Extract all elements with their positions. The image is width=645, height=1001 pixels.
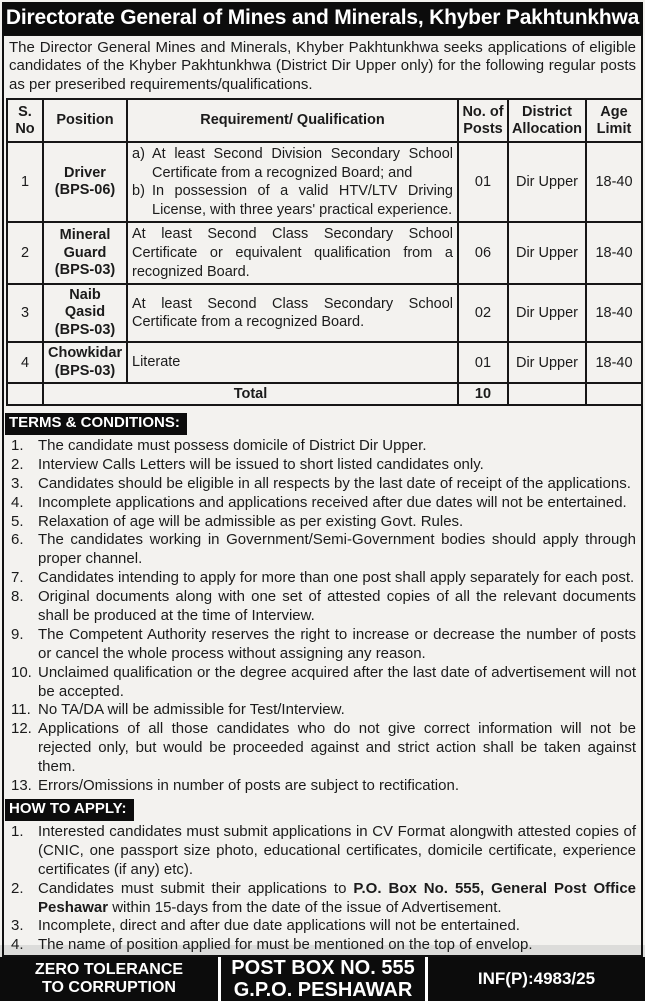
term-item-number: 3. bbox=[11, 474, 24, 492]
term-item-number: 13. bbox=[11, 777, 32, 795]
position-name: Naib Qasid bbox=[64, 287, 106, 321]
howto-item bbox=[7, 917, 636, 936]
how-to-apply-heading: HOW TO APPLY: bbox=[5, 799, 134, 821]
term-item-number: 7. bbox=[11, 569, 24, 587]
term-item-text: Applications of all those candidates who do not give correct information will not be rejected only, but would be proceeded against and strict action shall be taken against them. bbox=[38, 720, 636, 776]
howto-item bbox=[7, 936, 636, 955]
bold-text: P.O. Box No. 555, General Post Office Peshawar bbox=[38, 879, 637, 916]
cell-posts: 06 bbox=[458, 222, 508, 284]
cell-posts: 02 bbox=[458, 284, 508, 342]
col-header-sno: S. No bbox=[7, 99, 43, 142]
posts-table-body bbox=[7, 142, 642, 383]
cell-age: 18-40 bbox=[586, 342, 642, 383]
cell-requirement: At least Second Class Secondary School Certificate or equivalent qualification from a recognized Board. bbox=[127, 222, 458, 284]
term-item-text: Original documents along with one set of attested copies of all the relevant documents shall be produced at the time of Interview. bbox=[38, 588, 636, 625]
term-item bbox=[7, 777, 636, 796]
term-item bbox=[7, 701, 636, 720]
term-item-text: Incomplete applications and applications received after due dates will not be entertained. bbox=[38, 493, 627, 511]
term-item-number: 12. bbox=[11, 720, 32, 738]
col-header-posts: No. of Posts bbox=[458, 99, 508, 142]
howto-item-text bbox=[38, 936, 636, 955]
posts-table-head bbox=[7, 99, 642, 142]
howto-item-number: 4. bbox=[11, 936, 24, 954]
col-header-position: Position bbox=[43, 99, 127, 142]
cell-district: Dir Upper bbox=[508, 142, 586, 222]
howto-item bbox=[7, 880, 636, 918]
requirement-item bbox=[132, 145, 453, 182]
howto-item-text bbox=[38, 917, 636, 936]
term-item-text: Interview Calls Letters will be issued to short listed candidates only. bbox=[38, 455, 484, 473]
cell-age: 18-40 bbox=[586, 222, 642, 284]
cell-sno: 4 bbox=[7, 342, 43, 383]
plain-text: The name of position applied for must be mentioned on the top of envelop. bbox=[38, 936, 533, 954]
term-item-number: 10. bbox=[11, 663, 32, 681]
position-grade: (BPS-06) bbox=[54, 182, 116, 199]
howto-item bbox=[7, 823, 636, 880]
footer-bar bbox=[0, 957, 645, 1001]
term-item bbox=[7, 588, 636, 626]
cell-sno: 2 bbox=[7, 222, 43, 284]
term-item-text: The candidates working in Government/Semi-Government bodies should apply through proper channel. bbox=[38, 531, 636, 568]
col-header-district: District Allocation bbox=[508, 99, 586, 142]
total-empty-sno bbox=[7, 383, 43, 405]
position-name: Mineral Guard bbox=[59, 227, 111, 261]
plain-text: within 15-days from the date of the issue of Advertisement. bbox=[108, 898, 502, 916]
term-item-number: 5. bbox=[11, 512, 24, 530]
table-row bbox=[7, 342, 642, 383]
term-item bbox=[7, 456, 636, 475]
cell-requirement: At least Second Class Secondary School Certificate from a recognized Board. bbox=[127, 284, 458, 342]
term-item-text: The Competent Authority reserves the right to increase or decrease the number of posts or cancel the whole process without assigning any reason. bbox=[38, 625, 636, 662]
cell-position bbox=[43, 142, 127, 222]
term-item-number: 4. bbox=[11, 493, 24, 511]
term-item-text: Candidates intending to apply for more than one post shall apply separately for each post. bbox=[38, 569, 635, 587]
term-item-number: 1. bbox=[11, 437, 24, 455]
total-empty-district bbox=[508, 383, 586, 405]
table-row bbox=[7, 222, 642, 284]
cell-sno: 1 bbox=[7, 142, 43, 222]
table-row bbox=[7, 142, 642, 222]
term-item-text: The candidate must possess domicile of District Dir Upper. bbox=[38, 437, 427, 455]
total-row bbox=[7, 383, 642, 405]
howto-item-text bbox=[38, 880, 636, 918]
cell-posts: 01 bbox=[458, 142, 508, 222]
col-header-age: Age Limit bbox=[586, 99, 642, 142]
footer-inf-number: INF(P):4983/25 bbox=[477, 969, 596, 989]
cell-district: Dir Upper bbox=[508, 284, 586, 342]
terms-list bbox=[4, 437, 641, 796]
term-item-number: 11. bbox=[11, 701, 31, 719]
howto-item-number: 1. bbox=[11, 822, 24, 840]
intro-paragraph: The Director General Mines and Minerals, Khyber Pakhtunkhwa seeks applications of eligible candidates of the Khyber Pakhtunkhwa (District Dir Upper only) for the following regular posts as per preseribed requirements/qualifications. bbox=[9, 39, 636, 93]
requirement-marker: b) bbox=[132, 183, 145, 200]
total-posts-value: 10 bbox=[458, 383, 508, 405]
plain-text: Interested candidates must submit applications in CV Format alongwith attested copies of (CNIC, one passport size photo, educational certificates, domicile certificate, experience certificates (if any) etc). bbox=[38, 822, 636, 878]
requirement-item bbox=[132, 182, 453, 219]
cell-position bbox=[43, 222, 127, 284]
howto-item-number: 2. bbox=[11, 879, 24, 897]
cell-position bbox=[43, 342, 127, 383]
howto-item-text bbox=[38, 823, 636, 880]
footer-postbox-line2: G.P.O. PESHAWAR bbox=[233, 979, 413, 1001]
how-to-apply-list bbox=[4, 823, 641, 955]
term-item-text: Errors/Omissions in number of posts are subject to rectification. bbox=[38, 777, 459, 795]
term-item-text: Candidates should be eligible in all respects by the last date of receipt of the applications. bbox=[38, 474, 631, 492]
footer-postbox-line1: POST BOX NO. 555 bbox=[231, 957, 415, 980]
term-item-number: 6. bbox=[11, 531, 24, 549]
position-grade: (BPS-03) bbox=[54, 261, 116, 278]
cell-requirement: Literate bbox=[127, 342, 458, 383]
requirement-text: In possession of a valid HTV/LTV Driving License, with three years' practical experience. bbox=[152, 183, 453, 218]
position-grade: (BPS-03) bbox=[54, 321, 116, 338]
col-header-requirement: Requirement/ Qualification bbox=[127, 99, 458, 142]
term-item bbox=[7, 626, 636, 664]
terms-heading: TERMS & CONDITIONS: bbox=[5, 413, 187, 435]
position-name: Chowkidar bbox=[48, 345, 123, 362]
footer-slogan bbox=[0, 957, 218, 1001]
cell-requirement bbox=[127, 142, 458, 222]
requirement-text: At least Second Division Secondary School Certificate from a recognized Board; and bbox=[152, 146, 453, 181]
term-item bbox=[7, 569, 636, 588]
cell-age: 18-40 bbox=[586, 284, 642, 342]
term-item-text: Relaxation of age will be admissible as per existing Govt. Rules. bbox=[38, 512, 464, 530]
term-item-text: No TA/DA will be admissible for Test/Interview. bbox=[38, 701, 345, 719]
total-label: Total bbox=[43, 383, 458, 405]
cell-sno: 3 bbox=[7, 284, 43, 342]
term-item-number: 2. bbox=[11, 455, 24, 473]
term-item-number: 9. bbox=[11, 625, 24, 643]
plain-text: Candidates must submit their applications to bbox=[38, 879, 354, 897]
term-item bbox=[7, 720, 636, 777]
cell-position bbox=[43, 284, 127, 342]
howto-item-number: 3. bbox=[11, 917, 24, 935]
footer-slogan-line1: ZERO TOLERANCE bbox=[34, 960, 184, 978]
footer-slogan-line2: TO CORRUPTION bbox=[42, 979, 176, 997]
header-row bbox=[7, 99, 642, 142]
term-item bbox=[7, 437, 636, 456]
term-item bbox=[7, 664, 636, 702]
cell-district: Dir Upper bbox=[508, 342, 586, 383]
term-item bbox=[7, 494, 636, 513]
term-item-number: 8. bbox=[11, 588, 24, 606]
cell-age: 18-40 bbox=[586, 142, 642, 222]
term-item bbox=[7, 531, 636, 569]
cell-posts: 01 bbox=[458, 342, 508, 383]
requirement-marker: a) bbox=[132, 146, 145, 163]
term-item bbox=[7, 475, 636, 494]
posts-table bbox=[6, 98, 643, 406]
posts-table-foot bbox=[7, 383, 642, 405]
cell-district: Dir Upper bbox=[508, 222, 586, 284]
term-item-text: Unclaimed qualification or the degree acquired after the last date of advertisement will not be accepted. bbox=[38, 663, 636, 700]
position-grade: (BPS-03) bbox=[54, 362, 116, 379]
total-empty-age bbox=[586, 383, 642, 405]
content-frame bbox=[2, 35, 643, 957]
footer-postbox bbox=[218, 957, 428, 1001]
term-item bbox=[7, 513, 636, 532]
plain-text: Incomplete, direct and after due date applications will not be entertained. bbox=[38, 917, 520, 935]
table-row bbox=[7, 284, 642, 342]
page-title: Directorate General of Mines and Minerals, Khyber Pakhtunkhwa bbox=[2, 2, 643, 35]
position-name: Driver bbox=[64, 164, 106, 181]
